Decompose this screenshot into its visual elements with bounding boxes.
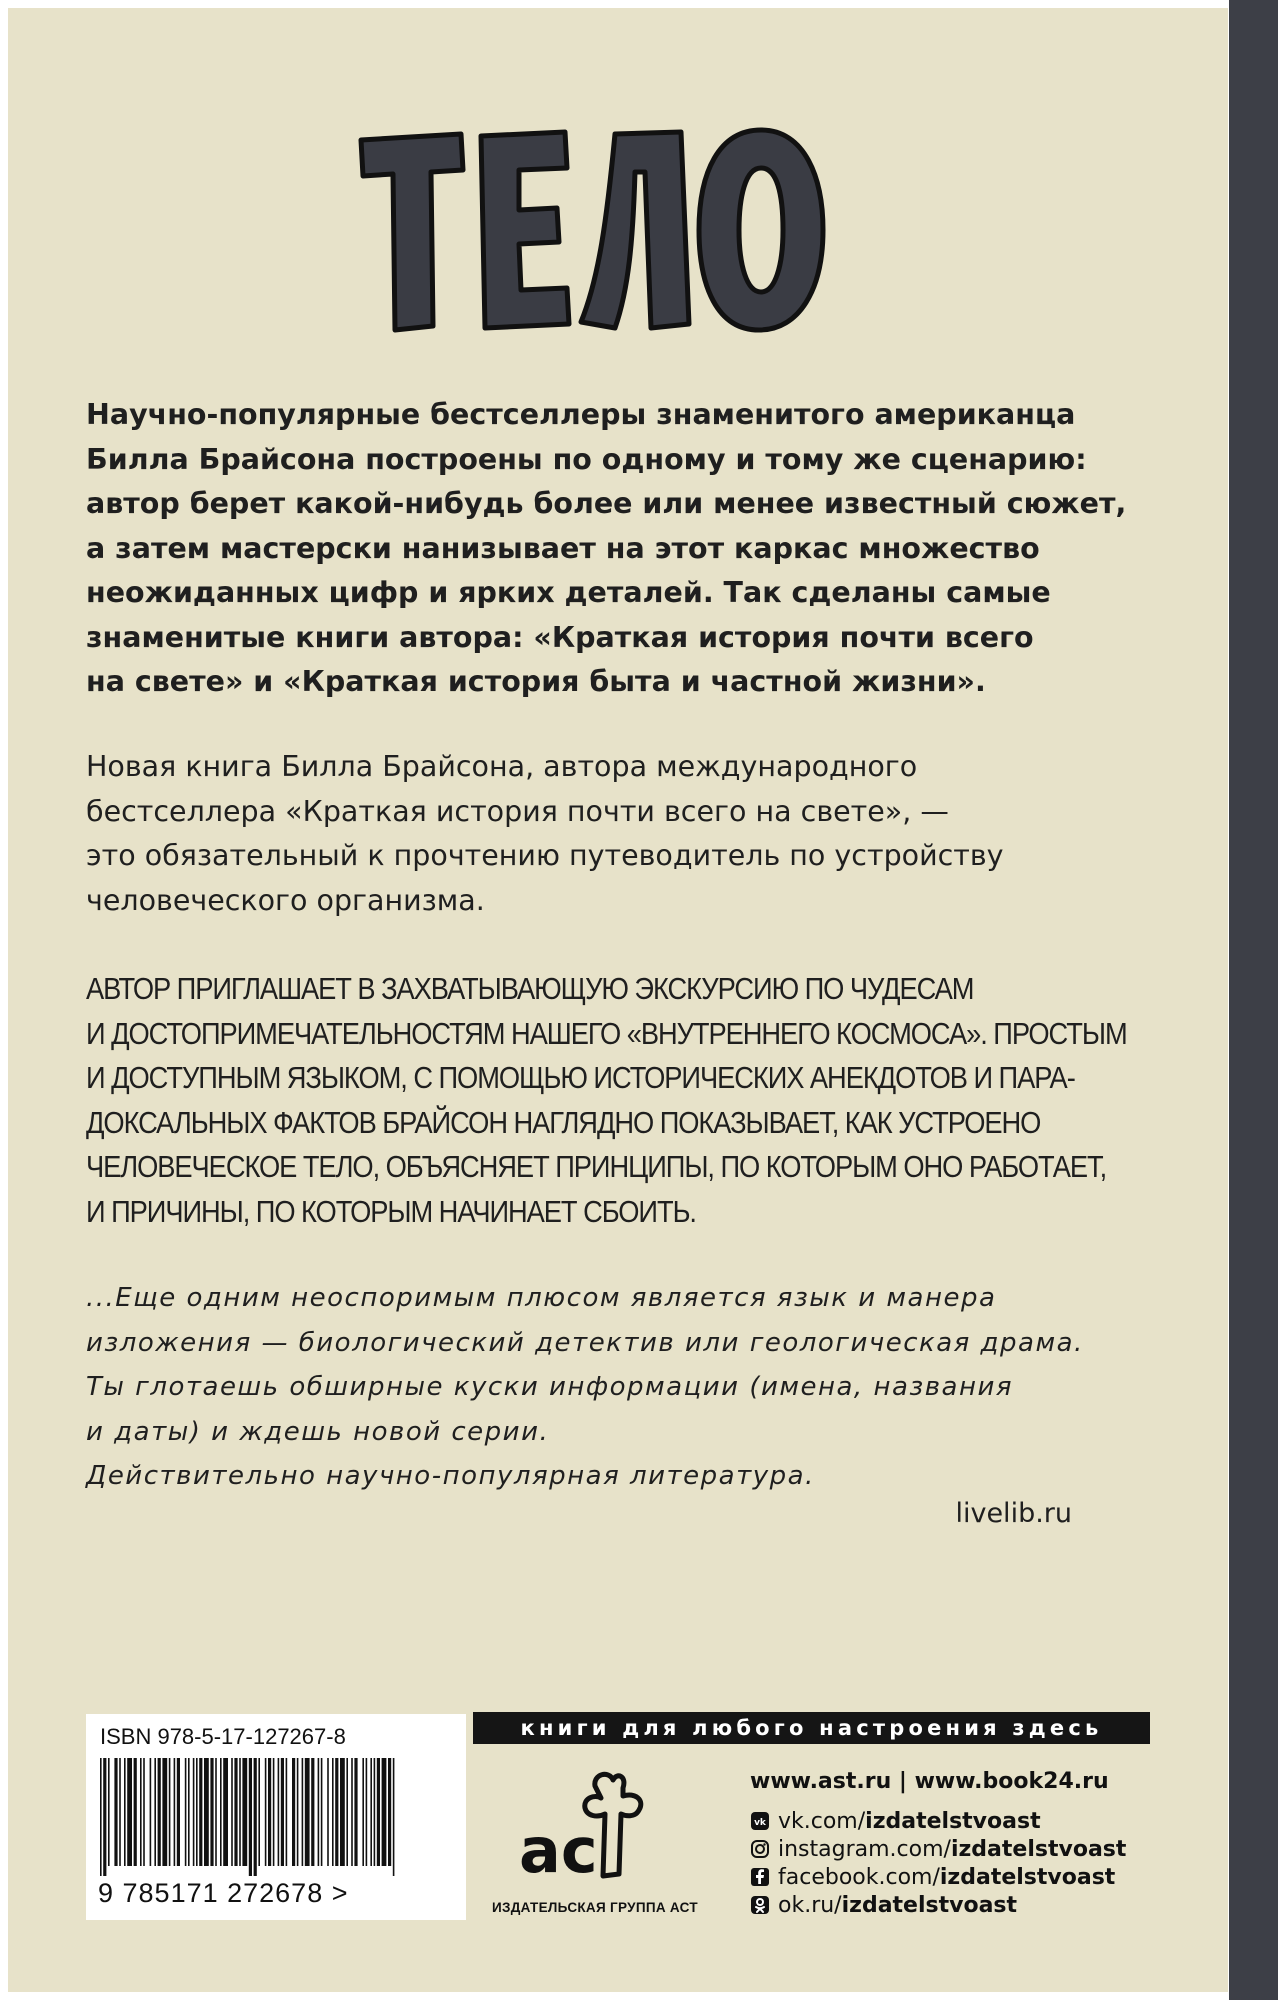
barcode-bar — [268, 1758, 271, 1866]
barcode-bar — [366, 1758, 368, 1866]
barcode-bar — [370, 1758, 372, 1866]
barcode-bar — [374, 1758, 376, 1866]
vk-icon — [750, 1811, 770, 1831]
barcode-bar — [362, 1758, 364, 1866]
intro-paragraph — [86, 393, 1166, 705]
review-line: Ты глотаешь обширные куски информации (имена, названия — [86, 1372, 1013, 1402]
tagline-banner: книги для любого настроения здесь — [473, 1712, 1150, 1744]
barcode-bar — [150, 1758, 152, 1866]
intro-line: а затем мастерски нанизывает на этот каркас множество — [86, 531, 1040, 565]
svg-text:vk: vk — [754, 1818, 766, 1828]
barcode-bar — [114, 1758, 117, 1866]
barcode-bar — [143, 1758, 145, 1866]
description-line: Новая книга Билла Брайсона, автора международного — [86, 750, 918, 783]
intro-line: знаменитые книги автора: «Краткая история почти всего — [86, 620, 1034, 654]
barcode-bar — [162, 1758, 167, 1866]
barcode-bar — [335, 1758, 338, 1866]
barcode-bar — [185, 1758, 187, 1866]
barcode-panel — [86, 1714, 466, 1920]
barcode-bar — [158, 1758, 161, 1866]
barcode-bar — [188, 1758, 190, 1866]
barcode-bar — [340, 1758, 345, 1866]
description-line: человеческого организма. — [86, 883, 485, 917]
barcode-bar — [199, 1758, 202, 1866]
websites-link[interactable]: www.ast.ru | www.book24.ru — [750, 1769, 1109, 1794]
barcode-bar — [305, 1758, 310, 1866]
summary-paragraph — [86, 967, 1127, 1234]
barcode-bar — [281, 1758, 284, 1866]
barcode-bar — [321, 1758, 323, 1866]
odnoklassniki-prefix: ok.ru/ — [778, 1893, 842, 1918]
odnoklassniki-link[interactable] — [750, 1893, 1017, 1918]
barcode-bar — [332, 1758, 334, 1866]
barcode-bar — [127, 1758, 132, 1866]
facebook-handle: izdatelstvoast — [939, 1865, 1116, 1890]
barcode-bar — [393, 1758, 395, 1876]
barcode-bar — [354, 1758, 357, 1866]
barcode-bar — [234, 1758, 237, 1866]
barcode-bar — [239, 1758, 241, 1866]
facebook-icon — [750, 1867, 770, 1887]
barcode-bar — [174, 1758, 176, 1866]
barcode-bar — [223, 1758, 228, 1866]
instagram-prefix: instagram.com/ — [778, 1837, 951, 1862]
description-line: бестселлера «Краткая история почти всего на свете», — — [86, 794, 949, 828]
intro-line: Научно-популярные бестселлеры знаменитого американца — [86, 398, 1076, 431]
barcode-bar — [286, 1758, 288, 1866]
book-spine — [1229, 0, 1278, 2000]
barcode-bar — [273, 1758, 275, 1866]
vk-handle: izdatelstvoast — [865, 1809, 1041, 1834]
barcode-bar — [140, 1758, 142, 1866]
barcode-bar — [103, 1758, 106, 1876]
instagram-link[interactable] — [750, 1837, 1126, 1862]
barcode-bar — [242, 1758, 247, 1866]
publisher-logo-text: ас — [519, 1814, 598, 1886]
summary-line: ДОКСАЛЬНЫХ ФАКТОВ БРАЙСОН НАГЛЯДНО ПОКАЗЫВАЕТ, КАК УСТРОЕНО — [86, 1104, 1041, 1140]
facebook-prefix: facebook.com/ — [778, 1865, 940, 1890]
book-title — [353, 118, 833, 348]
review-source: livelib.ru — [955, 1498, 1072, 1529]
barcode-bar — [327, 1758, 329, 1866]
intro-line: автор берет какой-нибудь более или менее известный сюжет, — [86, 487, 1127, 520]
barcode-bar — [351, 1758, 353, 1866]
description-paragraph — [86, 745, 1166, 923]
review-line: и даты) и ждешь новой серии. — [86, 1416, 550, 1447]
review-line: Действительно научно-популярная литература. — [86, 1461, 815, 1491]
barcode-bar — [311, 1758, 314, 1866]
barcode-bar — [193, 1758, 195, 1866]
barcode-bar — [231, 1758, 233, 1866]
barcode-bar — [265, 1758, 267, 1866]
barcode-bar — [249, 1758, 252, 1876]
odnoklassniki-icon — [750, 1895, 770, 1915]
barcode-bar — [124, 1758, 126, 1866]
barcode-bar — [388, 1758, 391, 1866]
odnoklassniki-handle: izdatelstvoast — [841, 1893, 1018, 1918]
isbn-label: ISBN 978-5-17-127267-8 — [100, 1724, 346, 1749]
barcode-bar — [108, 1758, 110, 1866]
barcode-bar — [346, 1758, 348, 1866]
vk-link[interactable] — [750, 1809, 1041, 1834]
barcode-bar — [254, 1758, 257, 1876]
barcode-bar — [220, 1758, 222, 1866]
summary-line: АВТОР ПРИГЛАШАЕТ В ЗАХВАТЫВАЮЩУЮ ЭКСКУРСИЮ ПО ЧУДЕСАМ — [86, 971, 974, 1006]
barcode-bar — [297, 1758, 299, 1866]
barcode-bar — [210, 1758, 213, 1866]
barcode-bar — [215, 1758, 217, 1866]
barcode-bar — [204, 1758, 209, 1866]
barcode-bar — [278, 1758, 280, 1866]
review-quote — [86, 1276, 1166, 1499]
summary-line: ЧЕЛОВЕЧЕСКОЕ ТЕЛО, ОБЪЯСНЯЕТ ПРИНЦИПЫ, ПО КОТОРЫМ ОНО РАБОТАЕТ, — [86, 1149, 1107, 1184]
intro-line: неожиданных цифр и ярких деталей. Так сделаны самые — [86, 576, 1051, 609]
review-line: ...Еще одним неоспоримым плюсом является язык и манера — [86, 1283, 997, 1313]
instagram-icon — [750, 1839, 770, 1859]
barcode-bar — [377, 1758, 380, 1866]
barcode-bar — [119, 1758, 121, 1866]
summary-line: И ПРИЧИНЫ, ПО КОТОРЫМ НАЧИНАЕТ СБОИТЬ. — [86, 1193, 696, 1229]
intro-line: на свете» и «Краткая история быта и частной жизни». — [86, 665, 986, 698]
barcode-bar — [134, 1758, 137, 1866]
barcode-bar — [302, 1758, 304, 1866]
barcode-bar — [100, 1758, 102, 1876]
barcode-bar — [177, 1758, 180, 1866]
book-back-cover — [8, 8, 1228, 1992]
barcode-bar — [292, 1758, 295, 1866]
barcode-bar — [318, 1758, 320, 1866]
barcode-bar — [154, 1758, 156, 1866]
vk-prefix: vk.com/ — [778, 1809, 866, 1834]
publisher-logo — [513, 1766, 648, 1886]
barcode-bar — [196, 1758, 198, 1866]
facebook-link[interactable] — [750, 1865, 1115, 1890]
summary-line: И ДОСТОПРИМЕЧАТЕЛЬНОСТЯМ НАШЕГО «ВНУТРЕННЕГО КОСМОСА». ПРОСТЫМ — [86, 1015, 1127, 1051]
publisher-name: ИЗДАТЕЛЬСКАЯ ГРУППА АСТ — [492, 1900, 698, 1915]
barcode-image — [96, 1758, 406, 1876]
review-line: изложения — биологический детектив или геологическая драма. — [86, 1327, 1084, 1358]
barcode-bar — [258, 1758, 260, 1866]
barcode-digits: 9 785171 272678 > — [98, 1878, 349, 1908]
barcode-bar — [382, 1758, 387, 1866]
intro-line: Билла Брайсона построены по одному и тому же сценарию: — [86, 442, 1087, 476]
summary-line: И ДОСТУПНЫМ ЯЗЫКОМ, С ПОМОЩЬЮ ИСТОРИЧЕСКИХ АНЕКДОТОВ И ПАРА- — [86, 1060, 1075, 1095]
description-line: это обязательный к прочтению путеводитель по устройству — [86, 839, 1004, 872]
instagram-handle: izdatelstvoast — [950, 1837, 1127, 1862]
barcode-bar — [169, 1758, 171, 1866]
